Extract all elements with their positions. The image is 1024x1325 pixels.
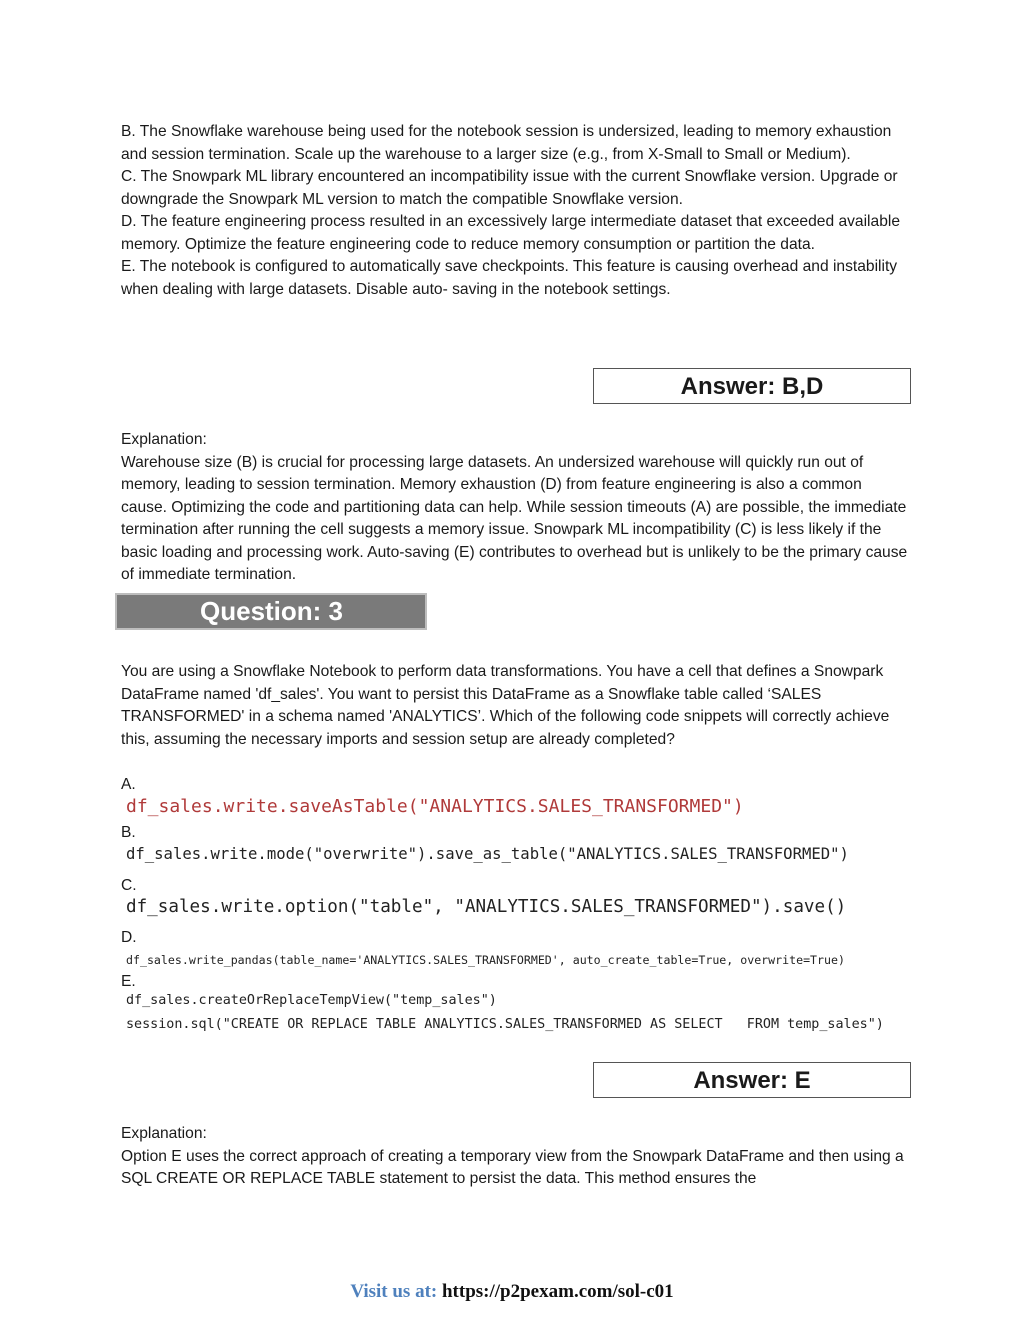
option-a-label: A. bbox=[121, 776, 136, 793]
option-e-code-line-2: session.sql("CREATE OR REPLACE TABLE ANALYTICS.SALES_TRANSFORMED AS SELECT FROM temp_sales") bbox=[126, 1017, 884, 1032]
option-c-label: C. bbox=[121, 877, 137, 894]
footer bbox=[0, 1281, 1024, 1303]
question-banner bbox=[115, 593, 427, 630]
explanation-body: Option E uses the correct approach of creating a temporary view from the Snowpark DataFrame and then using a SQL CREATE OR REPLACE TABLE statement to persist the data. This method ensures the bbox=[121, 1147, 904, 1187]
question-number: Question: 3 bbox=[200, 596, 344, 626]
option-c-code: df_sales.write.option("table", "ANALYTICS.SALES_TRANSFORMED").save() bbox=[126, 897, 847, 917]
option-d-text: D. The feature engineering process resulted in an excessively large intermediate dataset that exceeded available memory. Optimize the feature engineering code to reduce memory consumption or partition the data. bbox=[121, 213, 901, 253]
option-d-label: D. bbox=[121, 929, 137, 946]
footer-link[interactable]: https://p2pexam.com/sol-c01 bbox=[441, 1281, 674, 1302]
option-e-label: E. bbox=[121, 973, 136, 990]
explanation-heading: Explanation: bbox=[121, 431, 207, 448]
explanation-heading: Explanation: bbox=[121, 1125, 207, 1142]
option-a-code: df_sales.write.saveAsTable("ANALYTICS.SALES_TRANSFORMED") bbox=[126, 796, 744, 817]
answer-box-2: Answer: E bbox=[593, 1062, 911, 1098]
question-text: You are using a Snowflake Notebook to perform data transformations. You have a cell that defines a Snowpark DataFrame named 'df_sales'. You want to persist this DataFrame as a Snowflake table called ‘SALES TRANSFORMED' in a schema named 'ANALYTICS’. Which of the following code snippets will correctly achieve this, assuming the necessary imports and session setup are already completed? bbox=[121, 663, 890, 748]
option-b-code: df_sales.write.mode("overwrite").save_as_table("ANALYTICS.SALES_TRANSFORMED") bbox=[126, 845, 849, 863]
previous-options bbox=[121, 121, 911, 301]
explanation-2 bbox=[121, 1123, 911, 1191]
explanation-1 bbox=[121, 429, 911, 587]
option-b-text: B. The Snowflake warehouse being used for the notebook session is undersized, leading to memory exhaustion and session termination. Scale up the warehouse to a larger size (e.g., from X-Small to Small or Medium). bbox=[121, 123, 892, 163]
explanation-body: Warehouse size (B) is crucial for processing large datasets. An undersized warehouse will quickly run out of memory, leading to session termination. Memory exhaustion (D) from feature engineering is also a common cause. Optimizing the code and partitioning data can help. While session timeouts (A) are possible, the immediate termination after running the cell suggests a memory issue. Snowpark ML incompatibility (C) is less likely if the basic loading and processing work. Auto-saving (E) contributes to overhead but is unlikely to be the primary cause of immediate termination. bbox=[121, 453, 908, 583]
footer-label: Visit us at: bbox=[350, 1281, 438, 1302]
answer-box-1: Answer: B,D bbox=[593, 368, 911, 404]
option-e-code-line-1: df_sales.createOrReplaceTempView("temp_sales") bbox=[126, 993, 497, 1008]
option-b-label: B. bbox=[121, 824, 136, 841]
option-d-code: df_sales.write_pandas(table_name='ANALYTICS.SALES_TRANSFORMED', auto_create_table=True, overwrite=True) bbox=[126, 953, 845, 967]
option-e-text: E. The notebook is configured to automatically save checkpoints. This feature is causing overhead and instability when dealing with large datasets. Disable auto- saving in the notebook settings. bbox=[121, 258, 898, 298]
option-c-text: C. The Snowpark ML library encountered an incompatibility issue with the current Snowflake version. Upgrade or downgrade the Snowpark ML version to match the compatible Snowflake version. bbox=[121, 168, 898, 208]
